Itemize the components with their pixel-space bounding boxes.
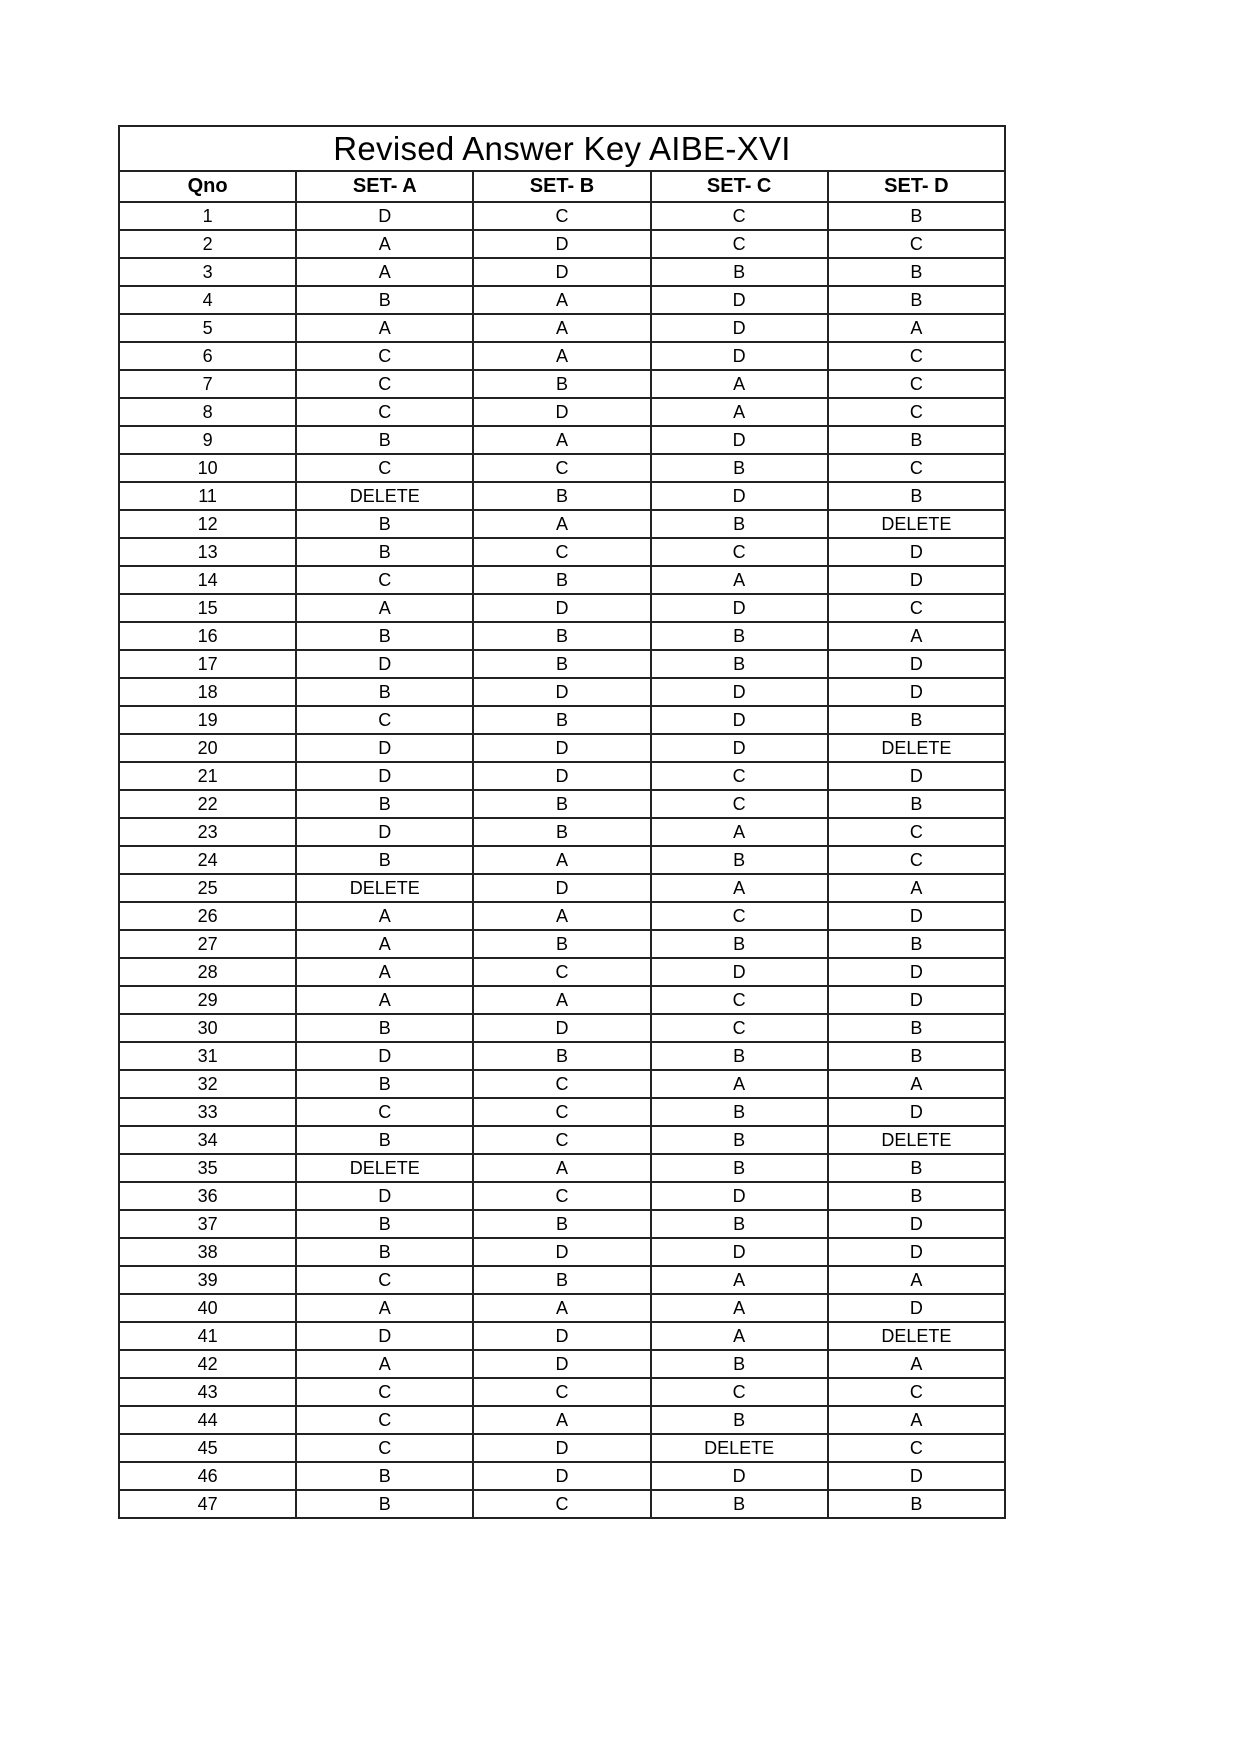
cell-set-b: A bbox=[473, 510, 650, 538]
cell-set-a: D bbox=[296, 202, 473, 230]
cell-set-c: D bbox=[651, 678, 828, 706]
cell-qno: 18 bbox=[119, 678, 296, 706]
cell-set-a: B bbox=[296, 1210, 473, 1238]
cell-qno: 31 bbox=[119, 1042, 296, 1070]
cell-set-a: A bbox=[296, 1350, 473, 1378]
cell-qno: 26 bbox=[119, 902, 296, 930]
table-row bbox=[119, 1154, 1005, 1182]
cell-set-b: B bbox=[473, 1266, 650, 1294]
cell-set-d: B bbox=[828, 930, 1005, 958]
cell-set-a: D bbox=[296, 818, 473, 846]
table-row bbox=[119, 706, 1005, 734]
cell-set-d: A bbox=[828, 622, 1005, 650]
cell-set-a: B bbox=[296, 510, 473, 538]
cell-set-b: A bbox=[473, 986, 650, 1014]
table-row bbox=[119, 986, 1005, 1014]
table-row bbox=[119, 230, 1005, 258]
cell-set-a: C bbox=[296, 1266, 473, 1294]
cell-set-b: B bbox=[473, 482, 650, 510]
table-row bbox=[119, 1126, 1005, 1154]
cell-set-a: C bbox=[296, 1098, 473, 1126]
cell-set-d: D bbox=[828, 902, 1005, 930]
table-row bbox=[119, 1350, 1005, 1378]
cell-set-c: B bbox=[651, 1042, 828, 1070]
cell-set-a: DELETE bbox=[296, 874, 473, 902]
cell-set-d: D bbox=[828, 1294, 1005, 1322]
cell-set-d: DELETE bbox=[828, 1322, 1005, 1350]
cell-qno: 11 bbox=[119, 482, 296, 510]
cell-set-c: B bbox=[651, 1126, 828, 1154]
cell-qno: 37 bbox=[119, 1210, 296, 1238]
cell-set-a: C bbox=[296, 342, 473, 370]
cell-set-c: D bbox=[651, 1182, 828, 1210]
table-row bbox=[119, 622, 1005, 650]
table-row bbox=[119, 426, 1005, 454]
cell-set-b: B bbox=[473, 370, 650, 398]
cell-set-b: A bbox=[473, 314, 650, 342]
cell-set-c: B bbox=[651, 1098, 828, 1126]
cell-qno: 19 bbox=[119, 706, 296, 734]
answer-key-sheet bbox=[118, 125, 1006, 1519]
cell-qno: 7 bbox=[119, 370, 296, 398]
table-row bbox=[119, 1378, 1005, 1406]
cell-set-b: D bbox=[473, 678, 650, 706]
cell-qno: 33 bbox=[119, 1098, 296, 1126]
cell-qno: 15 bbox=[119, 594, 296, 622]
cell-set-d: B bbox=[828, 1042, 1005, 1070]
cell-set-b: D bbox=[473, 1014, 650, 1042]
cell-set-c: B bbox=[651, 258, 828, 286]
cell-set-c: B bbox=[651, 1154, 828, 1182]
cell-set-d: D bbox=[828, 678, 1005, 706]
cell-set-c: D bbox=[651, 286, 828, 314]
cell-set-c: A bbox=[651, 818, 828, 846]
cell-set-d: C bbox=[828, 342, 1005, 370]
table-row bbox=[119, 258, 1005, 286]
answer-key-table bbox=[118, 125, 1006, 1519]
table-row bbox=[119, 314, 1005, 342]
cell-set-a: B bbox=[296, 1462, 473, 1490]
cell-set-a: B bbox=[296, 1238, 473, 1266]
cell-set-d: B bbox=[828, 202, 1005, 230]
cell-set-a: D bbox=[296, 734, 473, 762]
cell-set-d: A bbox=[828, 314, 1005, 342]
cell-set-b: D bbox=[473, 762, 650, 790]
cell-qno: 12 bbox=[119, 510, 296, 538]
cell-set-b: D bbox=[473, 734, 650, 762]
cell-set-c: B bbox=[651, 454, 828, 482]
column-header-set-d: SET- D bbox=[828, 171, 1005, 202]
table-row bbox=[119, 594, 1005, 622]
cell-qno: 28 bbox=[119, 958, 296, 986]
cell-set-d: D bbox=[828, 1098, 1005, 1126]
cell-set-d: D bbox=[828, 538, 1005, 566]
cell-set-c: B bbox=[651, 1406, 828, 1434]
table-row bbox=[119, 650, 1005, 678]
cell-set-c: D bbox=[651, 734, 828, 762]
cell-set-a: B bbox=[296, 286, 473, 314]
cell-set-b: B bbox=[473, 790, 650, 818]
cell-set-a: B bbox=[296, 790, 473, 818]
cell-set-d: A bbox=[828, 1266, 1005, 1294]
cell-set-b: A bbox=[473, 846, 650, 874]
table-row bbox=[119, 370, 1005, 398]
cell-qno: 8 bbox=[119, 398, 296, 426]
cell-set-d: A bbox=[828, 1070, 1005, 1098]
cell-set-b: C bbox=[473, 1378, 650, 1406]
cell-set-b: C bbox=[473, 958, 650, 986]
cell-set-d: D bbox=[828, 566, 1005, 594]
table-row bbox=[119, 1182, 1005, 1210]
cell-set-a: A bbox=[296, 1294, 473, 1322]
cell-set-a: C bbox=[296, 1378, 473, 1406]
cell-qno: 36 bbox=[119, 1182, 296, 1210]
cell-set-a: A bbox=[296, 958, 473, 986]
cell-qno: 10 bbox=[119, 454, 296, 482]
table-row bbox=[119, 1462, 1005, 1490]
table-row bbox=[119, 398, 1005, 426]
cell-set-c: D bbox=[651, 314, 828, 342]
column-header-set-c: SET- C bbox=[651, 171, 828, 202]
cell-set-a: A bbox=[296, 930, 473, 958]
cell-qno: 44 bbox=[119, 1406, 296, 1434]
cell-qno: 14 bbox=[119, 566, 296, 594]
table-row bbox=[119, 510, 1005, 538]
table-row bbox=[119, 1070, 1005, 1098]
cell-set-c: D bbox=[651, 594, 828, 622]
cell-set-d: C bbox=[828, 454, 1005, 482]
cell-set-a: D bbox=[296, 762, 473, 790]
cell-qno: 42 bbox=[119, 1350, 296, 1378]
cell-qno: 41 bbox=[119, 1322, 296, 1350]
cell-set-c: C bbox=[651, 902, 828, 930]
cell-set-a: C bbox=[296, 370, 473, 398]
cell-qno: 43 bbox=[119, 1378, 296, 1406]
cell-set-c: D bbox=[651, 1462, 828, 1490]
cell-set-a: DELETE bbox=[296, 482, 473, 510]
cell-set-c: C bbox=[651, 230, 828, 258]
cell-set-a: C bbox=[296, 566, 473, 594]
cell-set-a: D bbox=[296, 1322, 473, 1350]
cell-set-d: DELETE bbox=[828, 510, 1005, 538]
cell-set-d: B bbox=[828, 1014, 1005, 1042]
cell-set-c: C bbox=[651, 986, 828, 1014]
cell-qno: 40 bbox=[119, 1294, 296, 1322]
cell-set-d: B bbox=[828, 790, 1005, 818]
cell-set-a: D bbox=[296, 1042, 473, 1070]
cell-set-b: D bbox=[473, 874, 650, 902]
cell-set-d: B bbox=[828, 706, 1005, 734]
cell-set-c: C bbox=[651, 538, 828, 566]
cell-set-d: B bbox=[828, 482, 1005, 510]
cell-set-d: B bbox=[828, 258, 1005, 286]
cell-set-a: B bbox=[296, 678, 473, 706]
cell-set-c: A bbox=[651, 370, 828, 398]
cell-set-c: D bbox=[651, 706, 828, 734]
cell-set-d: C bbox=[828, 1378, 1005, 1406]
table-row bbox=[119, 538, 1005, 566]
table-row bbox=[119, 790, 1005, 818]
table-row bbox=[119, 1042, 1005, 1070]
table-row bbox=[119, 930, 1005, 958]
cell-set-a: C bbox=[296, 706, 473, 734]
cell-qno: 3 bbox=[119, 258, 296, 286]
cell-set-a: A bbox=[296, 902, 473, 930]
cell-set-b: D bbox=[473, 1462, 650, 1490]
cell-set-d: B bbox=[828, 426, 1005, 454]
cell-set-c: A bbox=[651, 1070, 828, 1098]
title-row bbox=[119, 126, 1005, 171]
cell-set-c: A bbox=[651, 398, 828, 426]
cell-qno: 25 bbox=[119, 874, 296, 902]
cell-set-b: C bbox=[473, 1490, 650, 1518]
column-header-set-b: SET- B bbox=[473, 171, 650, 202]
cell-set-b: A bbox=[473, 286, 650, 314]
cell-set-a: C bbox=[296, 1434, 473, 1462]
cell-set-c: A bbox=[651, 874, 828, 902]
cell-set-b: A bbox=[473, 1406, 650, 1434]
cell-set-b: A bbox=[473, 342, 650, 370]
cell-qno: 32 bbox=[119, 1070, 296, 1098]
cell-set-b: A bbox=[473, 1154, 650, 1182]
cell-set-a: B bbox=[296, 426, 473, 454]
cell-set-c: A bbox=[651, 566, 828, 594]
cell-set-b: B bbox=[473, 566, 650, 594]
cell-set-d: C bbox=[828, 230, 1005, 258]
cell-qno: 30 bbox=[119, 1014, 296, 1042]
cell-qno: 47 bbox=[119, 1490, 296, 1518]
cell-qno: 6 bbox=[119, 342, 296, 370]
column-header-set-a: SET- A bbox=[296, 171, 473, 202]
cell-qno: 27 bbox=[119, 930, 296, 958]
cell-qno: 17 bbox=[119, 650, 296, 678]
answer-rows bbox=[119, 202, 1005, 1518]
cell-qno: 22 bbox=[119, 790, 296, 818]
cell-qno: 38 bbox=[119, 1238, 296, 1266]
cell-set-a: B bbox=[296, 1490, 473, 1518]
cell-set-b: C bbox=[473, 1070, 650, 1098]
cell-set-c: C bbox=[651, 762, 828, 790]
cell-set-a: A bbox=[296, 230, 473, 258]
cell-set-b: B bbox=[473, 650, 650, 678]
cell-set-a: C bbox=[296, 454, 473, 482]
cell-set-c: C bbox=[651, 1378, 828, 1406]
cell-qno: 24 bbox=[119, 846, 296, 874]
cell-set-b: D bbox=[473, 1434, 650, 1462]
table-row bbox=[119, 874, 1005, 902]
cell-set-c: C bbox=[651, 202, 828, 230]
cell-qno: 20 bbox=[119, 734, 296, 762]
cell-set-b: A bbox=[473, 902, 650, 930]
cell-set-d: D bbox=[828, 650, 1005, 678]
cell-set-d: B bbox=[828, 286, 1005, 314]
table-row bbox=[119, 1266, 1005, 1294]
column-header-qno: Qno bbox=[119, 171, 296, 202]
cell-set-b: B bbox=[473, 1042, 650, 1070]
cell-set-b: B bbox=[473, 706, 650, 734]
cell-set-d: B bbox=[828, 1490, 1005, 1518]
cell-set-b: C bbox=[473, 1182, 650, 1210]
cell-qno: 29 bbox=[119, 986, 296, 1014]
cell-set-b: D bbox=[473, 1238, 650, 1266]
cell-qno: 46 bbox=[119, 1462, 296, 1490]
table-row bbox=[119, 482, 1005, 510]
cell-set-b: B bbox=[473, 1210, 650, 1238]
table-row bbox=[119, 734, 1005, 762]
page-title: Revised Answer Key AIBE-XVI bbox=[119, 126, 1005, 171]
cell-set-a: D bbox=[296, 650, 473, 678]
table-row bbox=[119, 1098, 1005, 1126]
cell-set-d: D bbox=[828, 762, 1005, 790]
cell-set-a: C bbox=[296, 398, 473, 426]
cell-set-d: A bbox=[828, 1350, 1005, 1378]
cell-qno: 39 bbox=[119, 1266, 296, 1294]
cell-set-d: D bbox=[828, 986, 1005, 1014]
cell-set-c: C bbox=[651, 790, 828, 818]
cell-set-b: C bbox=[473, 538, 650, 566]
cell-set-c: A bbox=[651, 1266, 828, 1294]
cell-set-c: D bbox=[651, 342, 828, 370]
table-row bbox=[119, 678, 1005, 706]
cell-set-c: B bbox=[651, 846, 828, 874]
cell-set-c: B bbox=[651, 1490, 828, 1518]
cell-set-b: A bbox=[473, 1294, 650, 1322]
table-row bbox=[119, 202, 1005, 230]
table-row bbox=[119, 958, 1005, 986]
cell-set-c: B bbox=[651, 622, 828, 650]
cell-set-b: C bbox=[473, 454, 650, 482]
cell-qno: 34 bbox=[119, 1126, 296, 1154]
table-row bbox=[119, 1322, 1005, 1350]
cell-set-b: B bbox=[473, 930, 650, 958]
cell-set-c: B bbox=[651, 510, 828, 538]
cell-set-d: D bbox=[828, 958, 1005, 986]
table-row bbox=[119, 1434, 1005, 1462]
cell-set-d: C bbox=[828, 594, 1005, 622]
cell-set-b: C bbox=[473, 1126, 650, 1154]
cell-qno: 9 bbox=[119, 426, 296, 454]
cell-set-a: B bbox=[296, 1070, 473, 1098]
cell-set-d: D bbox=[828, 1238, 1005, 1266]
cell-set-b: B bbox=[473, 622, 650, 650]
cell-set-a: C bbox=[296, 1406, 473, 1434]
cell-set-b: A bbox=[473, 426, 650, 454]
cell-set-b: C bbox=[473, 1098, 650, 1126]
table-row bbox=[119, 902, 1005, 930]
cell-qno: 35 bbox=[119, 1154, 296, 1182]
table-row bbox=[119, 846, 1005, 874]
cell-set-b: D bbox=[473, 1322, 650, 1350]
cell-qno: 45 bbox=[119, 1434, 296, 1462]
table-row bbox=[119, 1490, 1005, 1518]
table-row bbox=[119, 762, 1005, 790]
cell-set-c: A bbox=[651, 1294, 828, 1322]
cell-set-a: B bbox=[296, 538, 473, 566]
cell-set-a: A bbox=[296, 258, 473, 286]
cell-set-d: D bbox=[828, 1210, 1005, 1238]
cell-qno: 4 bbox=[119, 286, 296, 314]
cell-set-d: C bbox=[828, 1434, 1005, 1462]
cell-set-c: D bbox=[651, 958, 828, 986]
cell-set-b: D bbox=[473, 398, 650, 426]
cell-set-a: A bbox=[296, 594, 473, 622]
cell-set-b: B bbox=[473, 818, 650, 846]
table-row bbox=[119, 286, 1005, 314]
table-row bbox=[119, 1210, 1005, 1238]
cell-qno: 23 bbox=[119, 818, 296, 846]
cell-set-b: D bbox=[473, 1350, 650, 1378]
cell-set-c: D bbox=[651, 1238, 828, 1266]
table-row bbox=[119, 1238, 1005, 1266]
cell-set-d: DELETE bbox=[828, 1126, 1005, 1154]
table-row bbox=[119, 818, 1005, 846]
cell-set-d: A bbox=[828, 874, 1005, 902]
cell-set-c: B bbox=[651, 650, 828, 678]
cell-set-a: DELETE bbox=[296, 1154, 473, 1182]
cell-set-a: B bbox=[296, 1014, 473, 1042]
cell-qno: 5 bbox=[119, 314, 296, 342]
cell-set-d: B bbox=[828, 1182, 1005, 1210]
cell-set-b: C bbox=[473, 202, 650, 230]
cell-set-c: D bbox=[651, 426, 828, 454]
cell-set-a: A bbox=[296, 986, 473, 1014]
cell-set-c: B bbox=[651, 930, 828, 958]
cell-set-d: A bbox=[828, 1406, 1005, 1434]
cell-set-c: C bbox=[651, 1014, 828, 1042]
cell-set-d: C bbox=[828, 370, 1005, 398]
cell-set-d: B bbox=[828, 1154, 1005, 1182]
table-row bbox=[119, 1014, 1005, 1042]
cell-set-b: D bbox=[473, 594, 650, 622]
cell-set-d: D bbox=[828, 1462, 1005, 1490]
cell-set-d: C bbox=[828, 818, 1005, 846]
cell-qno: 1 bbox=[119, 202, 296, 230]
cell-set-c: B bbox=[651, 1210, 828, 1238]
table-row bbox=[119, 1294, 1005, 1322]
cell-set-a: B bbox=[296, 622, 473, 650]
cell-set-c: A bbox=[651, 1322, 828, 1350]
cell-set-a: D bbox=[296, 1182, 473, 1210]
cell-set-a: B bbox=[296, 846, 473, 874]
table-row bbox=[119, 454, 1005, 482]
cell-set-d: C bbox=[828, 846, 1005, 874]
table-row bbox=[119, 342, 1005, 370]
cell-qno: 21 bbox=[119, 762, 296, 790]
cell-set-b: D bbox=[473, 258, 650, 286]
cell-set-d: C bbox=[828, 398, 1005, 426]
cell-qno: 16 bbox=[119, 622, 296, 650]
cell-set-a: B bbox=[296, 1126, 473, 1154]
cell-set-a: A bbox=[296, 314, 473, 342]
cell-set-c: B bbox=[651, 1350, 828, 1378]
header-row bbox=[119, 171, 1005, 202]
table-row bbox=[119, 566, 1005, 594]
cell-set-b: D bbox=[473, 230, 650, 258]
cell-set-d: DELETE bbox=[828, 734, 1005, 762]
cell-set-c: DELETE bbox=[651, 1434, 828, 1462]
cell-set-c: D bbox=[651, 482, 828, 510]
cell-qno: 2 bbox=[119, 230, 296, 258]
cell-qno: 13 bbox=[119, 538, 296, 566]
table-row bbox=[119, 1406, 1005, 1434]
